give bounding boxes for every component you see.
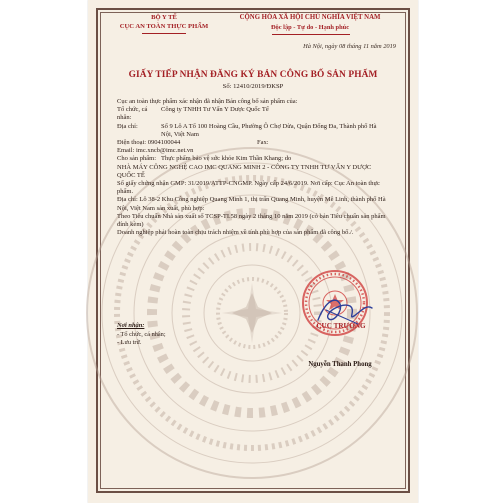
national-motto: Độc lập - Tự do - Hạnh phúc xyxy=(270,24,350,31)
ministry-name: BỘ Y TẾ xyxy=(151,14,177,21)
recipients-title: Nơi nhận: xyxy=(117,322,145,329)
manufacturer-name: NHÀ MÁY CÔNG NGHỆ CAO IMC QUANG MINH 2 - CÔNG TY TNHH TƯ VẤN Y DƯỢC QUỐC TẾ xyxy=(117,163,372,179)
organization-value: Công ty TNHH Tư Vấn Y Dược Quốc Tế xyxy=(161,106,269,114)
recipient-item: - Tổ chức, cá nhân; xyxy=(117,331,166,338)
phone-text: Điện thoại: 0904100044 xyxy=(117,139,181,147)
product-value: Thực phẩm bảo vệ sức khỏe Kim Thần Khang; do xyxy=(161,155,292,163)
header-divider-left xyxy=(142,33,186,34)
country-name: CỘNG HÒA XÃ HỘI CHỦ NGHĨA VIỆT NAM xyxy=(239,14,381,21)
address-value: Số 9 Lô A Tổ 100 Hoàng Cầu, Phường Ô Chợ Dừa, Quận Đống Đa, Thành phố Hà Nội, Việt Nam xyxy=(161,122,377,138)
issue-date: Hà Nội, ngày 08 tháng 11 năm 2019 xyxy=(303,43,396,50)
product-row xyxy=(117,155,389,163)
address-row xyxy=(117,123,389,139)
recipients-list xyxy=(117,331,166,347)
responsibility-statement: Doanh nghiệp phải hoàn toàn chịu trách nhiệm về tính phù hợp của sản phẩm đã công bố./. xyxy=(117,229,354,237)
signer-name: Nguyễn Thanh Phong xyxy=(308,361,372,368)
signature-icon xyxy=(296,290,386,334)
gmp-certificate: Số giấy chứng nhận GMP: 31/2019/ATTP-CNGMP. Ngày cấp 24/6/2019. Nơi cấp: Cục An toàn thực phẩm. xyxy=(117,180,380,196)
signer-title: CỤC TRƯỞNG xyxy=(316,322,366,330)
fax-text: Fax: xyxy=(257,139,269,147)
document-title: GIẤY TIẾP NHẬN ĐĂNG KÝ BẢN CÔNG BỐ SẢN PHẨM xyxy=(128,70,378,80)
product-label: Cho sản phẩm: xyxy=(117,155,156,163)
email-text: Email: imc.xncb@imc.net.vn xyxy=(117,147,194,155)
header-divider-right xyxy=(272,34,350,35)
organization-row xyxy=(117,106,389,122)
contact-row xyxy=(117,139,389,147)
manufacturer-address: Địa chỉ: Lô 38-2 Khu Công nghiệp Quang Minh 1, thị trấn Quang Minh, huyện Mê Linh, thành phố Hà Nội, Việt Nam sản xuất, phù hợp: xyxy=(117,196,386,212)
certificate-body xyxy=(117,98,389,237)
agency-name: CỤC AN TOÀN THỰC PHẨM xyxy=(119,23,209,30)
product-standard: Theo Tiêu chuẩn Nhà sản xuất số TCSP-TI.58 ngày 2 tháng 10 năm 2019 (có bản Tiêu chuẩn sản phẩm đính kèm) xyxy=(117,212,386,229)
intro-text: Cục an toàn thực phẩm xác nhận đã nhận Bản công bố sản phẩm của: xyxy=(117,98,298,105)
address-label: Địa chỉ: xyxy=(117,122,138,130)
recipient-item: - Lưu trữ. xyxy=(117,339,142,346)
organization-label: Tổ chức, cá nhân: xyxy=(117,106,148,122)
document-number: Số: 12410/2019/ĐKSP xyxy=(222,83,284,90)
